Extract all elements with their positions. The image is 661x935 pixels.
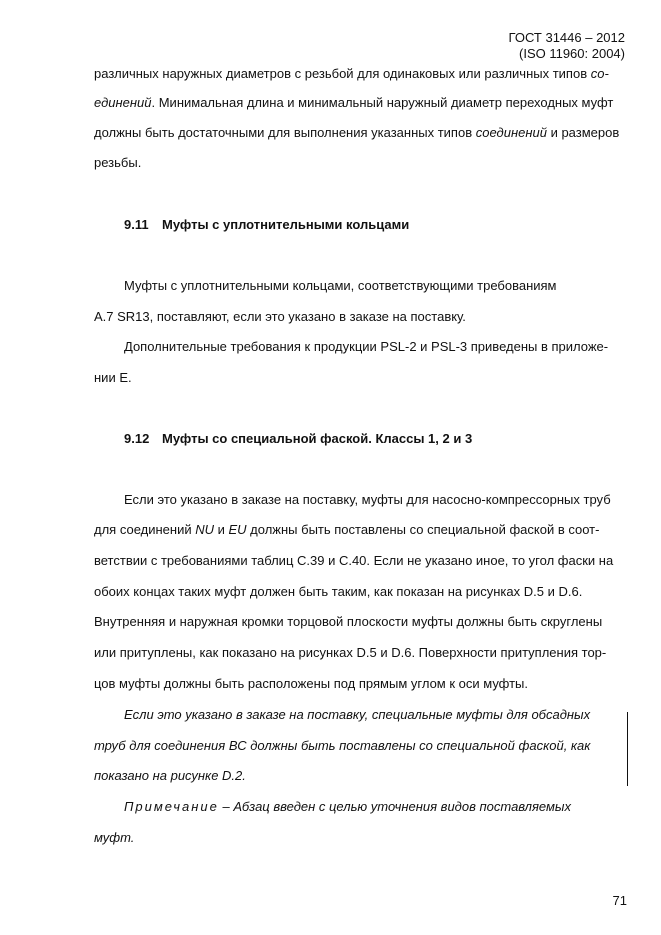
text: и размеров — [546, 125, 620, 140]
para-911-1-line-2: А.7 SR13, поставляют, если это указано в заказе на поставку. — [94, 309, 466, 324]
intro-line-4: резьбы. — [94, 155, 142, 170]
text: должны быть поставлены со специальной фаской в соот- — [246, 522, 600, 537]
page-number: 71 — [612, 893, 627, 908]
para-912-1-line-5: Внутренняя и наружная кромки торцовой плоскости муфты должны быть скруглены — [94, 614, 603, 629]
text-italic: со- — [590, 66, 609, 81]
note-line-1 — [124, 799, 571, 814]
text-italic: соединений — [475, 125, 547, 140]
para-912-1-line-2 — [94, 522, 599, 537]
para-912-2-line-3: показано на рисунке D.2. — [94, 768, 246, 783]
para-912-1-line-6: или притуплены, как показано на рисунках D.5 и D.6. Поверхности притупления тор- — [94, 645, 607, 660]
para-911-2-line-2: нии Е. — [94, 370, 132, 385]
text: для соединений — [94, 522, 196, 537]
text: и — [214, 522, 229, 537]
para-912-2-line-1: Если это указано в заказе на поставку, специальные муфты для обсадных — [124, 707, 591, 722]
para-911-1-line-1: Муфты с уплотнительными кольцами, соответствующими требованиям — [124, 278, 557, 293]
section-number: 9.11 — [124, 217, 149, 232]
section-heading-9-11 — [124, 217, 409, 232]
para-912-1-line-4: обоих концах таких муфт должен быть таким, как показан на рисунках D.5 и D.6. — [94, 584, 583, 599]
para-912-1-line-7: цов муфты должны быть расположены под прямым углом к оси муфты. — [94, 676, 529, 691]
para-912-1-line-1: Если это указано в заказе на поставку, муфты для насосно-компрессорных труб — [124, 492, 611, 507]
note-line-2: муфт. — [94, 830, 135, 845]
section-title: Муфты с уплотнительными кольцами — [162, 217, 410, 232]
section-heading-9-12 — [124, 431, 472, 446]
para-912-1-line-3: ветствии с требованиями таблиц С.39 и С.40. Если не указано иное, то угол фаски на — [94, 553, 614, 568]
header-standard: ГОСТ 31446 – 2012 — [508, 30, 625, 45]
intro-line-1 — [94, 66, 609, 81]
header-iso: (ISO 11960: 2004) — [519, 46, 625, 61]
text-italic: EU — [228, 522, 247, 537]
intro-line-3 — [94, 125, 619, 140]
text: должны быть достаточными для выполнения указанных типов — [94, 125, 476, 140]
text-italic: единений — [94, 95, 152, 110]
section-number: 9.12 — [124, 431, 150, 446]
para-911-2-line-1: Дополнительные требования к продукции PSL-2 и PSL-3 приведены в приложе- — [124, 339, 609, 354]
text: . Минимальная длина и минимальный наружный диаметр переходных муфт — [151, 95, 614, 110]
para-912-2-line-2: труб для соединения ВС должны быть поставлены со специальной фаской, как — [94, 738, 591, 753]
text: различных наружных диаметров с резьбой для одинаковых или различных типов — [94, 66, 591, 81]
intro-line-2 — [94, 95, 613, 110]
section-title: Муфты со специальной фаской. Классы 1, 2 и 3 — [162, 431, 473, 446]
change-bar — [627, 712, 628, 786]
note-text: – Абзац введен с целью уточнения видов поставляемых — [218, 799, 571, 814]
note-label: Примечание — [124, 799, 219, 814]
text-italic: NU — [195, 522, 214, 537]
